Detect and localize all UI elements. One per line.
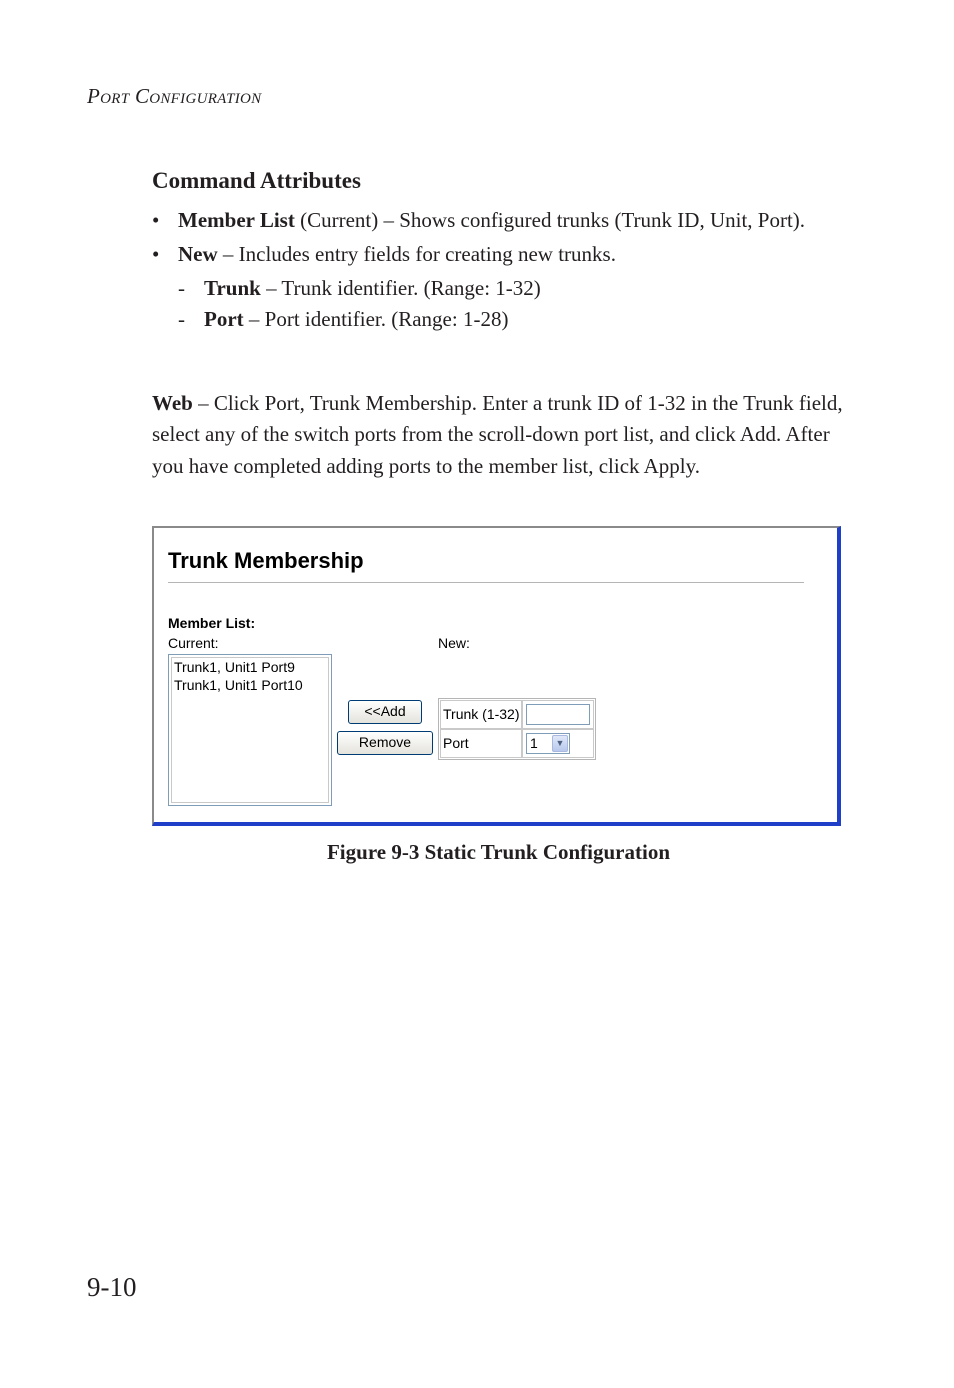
attribute-term: Trunk: [204, 276, 261, 300]
member-listbox[interactable]: [168, 654, 332, 806]
attribute-term: Port: [204, 307, 244, 331]
section-heading: Command Attributes: [152, 168, 361, 193]
list-item: [152, 205, 842, 236]
list-item[interactable]: Trunk1, Unit1 Port10: [174, 677, 303, 693]
sub-list-item: [152, 304, 842, 335]
attribute-description: – Includes entry fields for creating new trunks.: [217, 242, 616, 266]
sub-list-item: [152, 273, 842, 304]
port-select[interactable]: [526, 733, 570, 754]
port-selected-value: 1: [530, 735, 538, 751]
port-field-label: Port: [440, 729, 522, 758]
bullet: •: [152, 242, 160, 266]
port-cell: [522, 729, 594, 758]
new-label: New:: [438, 635, 470, 651]
list-item[interactable]: Trunk1, Unit1 Port9: [174, 659, 295, 675]
member-list-label: Member List:: [168, 615, 256, 631]
web-instructions: [152, 388, 852, 482]
trunk-cell: [522, 700, 594, 729]
page-number: 9-10: [87, 1272, 137, 1302]
trunk-membership-screenshot: [152, 526, 841, 826]
attribute-description: (Current) – Shows configured trunks (Trunk ID, Unit, Port).: [294, 208, 806, 232]
attribute-description: – Trunk identifier. (Range: 1-32): [260, 276, 541, 300]
trunk-field-label: Trunk (1-32): [440, 700, 522, 729]
title-divider: [168, 582, 804, 584]
dash: -: [178, 307, 185, 331]
attribute-description: – Port identifier. (Range: 1-28): [243, 307, 509, 331]
list-item: [152, 239, 842, 270]
running-header: PORT CONFIGURATION: [87, 84, 262, 108]
figure-caption: Figure 9-3 Static Trunk Configuration: [326, 840, 671, 864]
current-label: Current:: [168, 635, 219, 651]
bullet: •: [152, 208, 160, 232]
trunk-input[interactable]: [526, 704, 590, 725]
page-title: Trunk Membership: [168, 548, 364, 573]
add-button[interactable]: <<Add: [348, 700, 422, 724]
attribute-term: New: [178, 242, 218, 266]
web-text: – Click Port, Trunk Membership. Enter a trunk ID of 1-32 in the Trunk field, select any of the switch ports from the scroll-down port list, and click Add. After you have completed adding ports to the member list, click Apply.: [152, 391, 843, 478]
attribute-list: [152, 205, 842, 335]
new-trunk-table: [438, 698, 596, 760]
web-term: Web: [152, 391, 193, 415]
remove-button[interactable]: Remove: [337, 731, 433, 755]
dash: -: [178, 276, 185, 300]
attribute-term: Member List: [178, 208, 295, 232]
chevron-down-icon[interactable]: ▼: [552, 735, 568, 752]
